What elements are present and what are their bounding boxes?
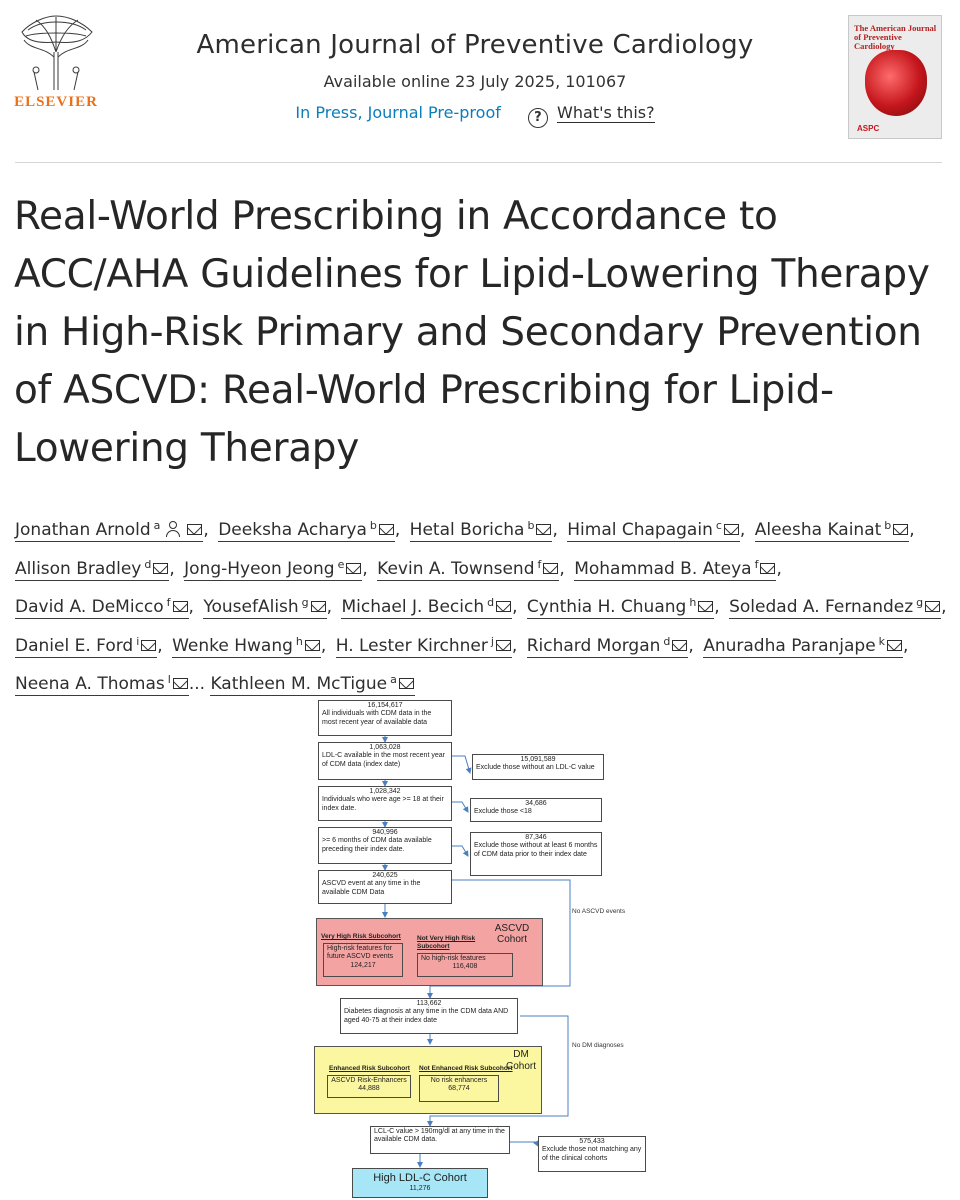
author-link[interactable] [755, 520, 910, 542]
author-list [15, 509, 950, 702]
author-link[interactable] [15, 597, 189, 619]
author-separator: , [559, 558, 571, 579]
author-name: Anuradha Paranjape [703, 635, 876, 656]
arrow-ex7 [510, 1142, 538, 1146]
author-affiliation[interactable]: a [153, 519, 161, 532]
flow-box-exclude-under-18: 34,686 Exclude those <18 [470, 798, 602, 822]
envelope-icon[interactable] [379, 524, 394, 535]
envelope-icon[interactable] [173, 678, 188, 689]
author-separator: , [169, 558, 181, 579]
author-name: David A. DeMicco [15, 597, 164, 617]
envelope-icon[interactable] [399, 678, 414, 689]
author-separator: , [512, 597, 523, 617]
author-affiliation[interactable]: h [295, 634, 303, 648]
status-row [150, 103, 800, 128]
vhr-subcohort-heading: Very High Risk Subcohort [321, 933, 401, 940]
er-subcohort-box: ASCVD Risk-Enhancers 44,888 [327, 1075, 411, 1098]
high-ldl-cohort-box: High LDL-C Cohort 11,276 [352, 1168, 488, 1198]
author-separator: , [511, 635, 523, 656]
author-link[interactable] [703, 636, 903, 658]
author-affiliation[interactable]: f [166, 596, 171, 609]
author-name: Mohammad B. Ateya [574, 558, 752, 579]
author-link[interactable] [15, 674, 189, 696]
author-separator: , [394, 520, 406, 540]
author-separator: , [941, 597, 947, 617]
envelope-icon[interactable] [887, 640, 902, 651]
envelope-icon[interactable] [543, 563, 558, 574]
dm-cohort-panel [314, 1046, 542, 1114]
in-press-link[interactable]: In Press, Journal Pre-proof [295, 103, 501, 122]
author-affiliation[interactable]: d [487, 596, 495, 609]
article-title: Real-World Prescribing in Accordance to ACC/AHA Guidelines for Lipid-Lowering Therapy in High-Risk Primary and Secondary Prevention of ASCVD: Real-World Prescribing for Lipid-Lowering Therapy [14, 194, 930, 471]
author-link[interactable] [729, 597, 941, 619]
ascvd-cohort-title: ASCVD Cohort [494, 923, 530, 945]
question-circle-icon[interactable]: ? [528, 108, 548, 128]
author-affiliation[interactable]: i [136, 634, 140, 648]
author-link[interactable] [218, 520, 395, 542]
vhr-subcohort-box: High-risk features for future ASCVD events 124,217 [323, 943, 403, 977]
author-affiliation[interactable]: e [337, 557, 345, 571]
author-link[interactable] [336, 636, 512, 658]
author-name: Wenke Hwang [172, 635, 293, 656]
flow-box-ascvd-event: 240,625 ASCVD event at any time in the available CDM Data [318, 870, 452, 904]
author-link[interactable] [172, 636, 321, 658]
author-list-ellipsis[interactable]: ... [188, 674, 206, 694]
available-online-date: Available online 23 July 2025, 101067 [323, 72, 627, 91]
author-name: Daniel E. Ford [15, 635, 134, 656]
ner-subcohort-heading: Not Enhanced Risk Subcohort [419, 1065, 513, 1072]
author-separator: , [203, 520, 215, 540]
cover-badge: ASPC [857, 124, 880, 133]
author-affiliation[interactable]: b [884, 519, 892, 532]
author-link[interactable] [184, 559, 362, 581]
author-link[interactable] [527, 636, 689, 658]
author-name: H. Lester Kirchner [335, 635, 488, 656]
arrow-ex3 [452, 802, 468, 812]
author-affiliation[interactable]: j [490, 634, 494, 648]
envelope-icon[interactable] [672, 640, 687, 651]
author-name: YousefAlish [203, 597, 299, 617]
flow-box-exclude-no-ldl: 15,091,589 Exclude those without an LDL-C value [472, 754, 604, 780]
author-separator: , [320, 635, 332, 656]
author-affiliation[interactable]: g [916, 596, 924, 609]
author-separator: , [552, 520, 564, 540]
author-affiliation[interactable]: d [663, 634, 671, 648]
author-affiliation[interactable]: b [527, 519, 535, 532]
envelope-icon[interactable] [760, 563, 775, 574]
author-name: Hetal Boricha [409, 520, 525, 540]
author-link[interactable] [377, 559, 559, 581]
elsevier-logo[interactable] [12, 12, 100, 112]
article-header [0, 0, 960, 160]
envelope-icon[interactable] [925, 601, 940, 612]
journal-cover-thumbnail[interactable] [848, 15, 942, 139]
arrow-ex4 [452, 846, 468, 856]
author-affiliation[interactable]: g [301, 596, 309, 609]
author-affiliation[interactable]: b [369, 519, 377, 532]
author-name: Aleesha Kainat [754, 520, 882, 540]
heart-image [865, 50, 927, 116]
author-name: Michael J. Becich [341, 597, 485, 617]
envelope-icon[interactable] [311, 601, 326, 612]
journal-name-link[interactable]: American Journal of Preventive Cardiology [196, 30, 754, 60]
flow-box-all-individuals: 16,154,617 All individuals with CDM data in the most recent year of available data [318, 700, 452, 736]
envelope-icon[interactable] [305, 640, 320, 651]
author-affiliation[interactable]: k [878, 634, 886, 648]
author-link[interactable] [203, 597, 326, 619]
nvhr-subcohort-box: No high-risk features 116,408 [417, 953, 513, 977]
er-subcohort-heading: Enhanced Risk Subcohort [329, 1065, 410, 1072]
envelope-icon[interactable] [893, 524, 908, 535]
author-separator: , [739, 520, 751, 540]
author-separator: , [903, 635, 909, 656]
author-affiliation[interactable]: d [144, 557, 152, 571]
dm-cohort-title: DM Cohort [505, 1049, 536, 1072]
ascvd-cohort-panel [316, 918, 543, 986]
envelope-icon[interactable] [496, 640, 511, 651]
author-link[interactable] [567, 520, 740, 542]
cover-title: The American Journal of Preventive Cardiology [854, 23, 937, 51]
journal-info [150, 30, 800, 128]
whats-this-link[interactable]: What's this? [557, 103, 655, 122]
author-affiliation[interactable]: h [689, 596, 697, 609]
author-affiliation[interactable]: c [715, 519, 722, 532]
flow-box-exclude-unmatched: 575,433 Exclude those not matching any of the clinical cohorts [538, 1136, 646, 1172]
author-separator: , [326, 597, 338, 617]
author-name: Kevin A. Townsend [377, 558, 535, 579]
envelope-icon[interactable] [724, 524, 739, 535]
author-name: Allison Bradley [15, 558, 142, 579]
flow-box-diabetes: 113,662 Diabetes diagnosis at any time in the CDM data AND aged 40-75 at their index date [340, 998, 518, 1034]
author-separator: , [688, 635, 700, 656]
author-affiliation[interactable]: l [167, 673, 171, 686]
ner-subcohort-box: No risk enhancers 68,774 [419, 1075, 499, 1102]
arrow-ex2 [452, 756, 470, 773]
nvhr-subcohort-heading: Not Very High Risk Subcohort [417, 935, 476, 950]
label-no-ascvd: No ASCVD events [572, 908, 626, 915]
flow-box-ldl-available: 1,063,028 LDL-C available in the most recent year of CDM data (index date) [318, 742, 452, 780]
author-name: Cynthia H. Chuang [526, 597, 687, 617]
header-divider [15, 162, 942, 163]
cohort-flowchart [300, 698, 680, 1200]
envelope-icon[interactable] [141, 640, 156, 651]
author-link[interactable] [15, 559, 169, 581]
author-name: Deeksha Acharya [218, 520, 367, 540]
author-name: Jong-Hyeon Jeong [184, 558, 335, 579]
envelope-icon[interactable] [496, 601, 511, 612]
author-link[interactable] [410, 520, 553, 542]
flow-box-6-months: 940,996 >= 6 months of CDM data available preceding their index date. [318, 827, 452, 864]
author-link[interactable] [15, 636, 157, 658]
author-name: Neena A. Thomas [15, 674, 165, 694]
publisher-name: ELSEVIER [14, 94, 98, 110]
author-name: Soledad A. Fernandez [729, 597, 914, 617]
author-separator: , [909, 520, 915, 540]
author-name: Jonathan Arnold [15, 520, 151, 540]
tree-icon [16, 12, 96, 92]
envelope-icon[interactable] [346, 563, 361, 574]
author-link[interactable] [15, 520, 203, 542]
author-name: Himal Chapagain [567, 520, 713, 540]
corresponding-author-icon [166, 521, 180, 536]
flow-box-age-18: 1,028,342 Individuals who were age >= 18 at their index date. [318, 786, 452, 821]
author-separator: , [188, 597, 200, 617]
envelope-icon[interactable] [173, 601, 188, 612]
author-link[interactable] [574, 559, 776, 581]
author-separator: , [157, 635, 169, 656]
author-name: Kathleen M. McTigue [210, 674, 388, 694]
author-separator: , [362, 558, 374, 579]
author-separator: , [776, 558, 782, 579]
envelope-icon[interactable] [536, 524, 551, 535]
author-affiliation[interactable]: f [537, 557, 542, 571]
author-affiliation[interactable]: a [390, 673, 397, 686]
envelope-icon[interactable] [153, 563, 168, 574]
label-no-dm: No DM diagnoses [572, 1042, 624, 1049]
author-link[interactable] [210, 674, 414, 696]
author-name: Richard Morgan [526, 635, 661, 656]
flow-box-exclude-under-6-months: 87,346 Exclude those without at least 6 months of CDM data prior to their index date [470, 832, 602, 876]
flow-box-ldl-190: LCL-C value > 190mg/dl at any time in the available CDM data. [370, 1126, 510, 1154]
envelope-icon[interactable] [698, 601, 713, 612]
author-separator: , [714, 597, 726, 617]
envelope-icon[interactable] [187, 524, 202, 535]
author-affiliation[interactable]: f [754, 557, 759, 571]
author-link[interactable] [527, 597, 714, 619]
author-link[interactable] [341, 597, 512, 619]
